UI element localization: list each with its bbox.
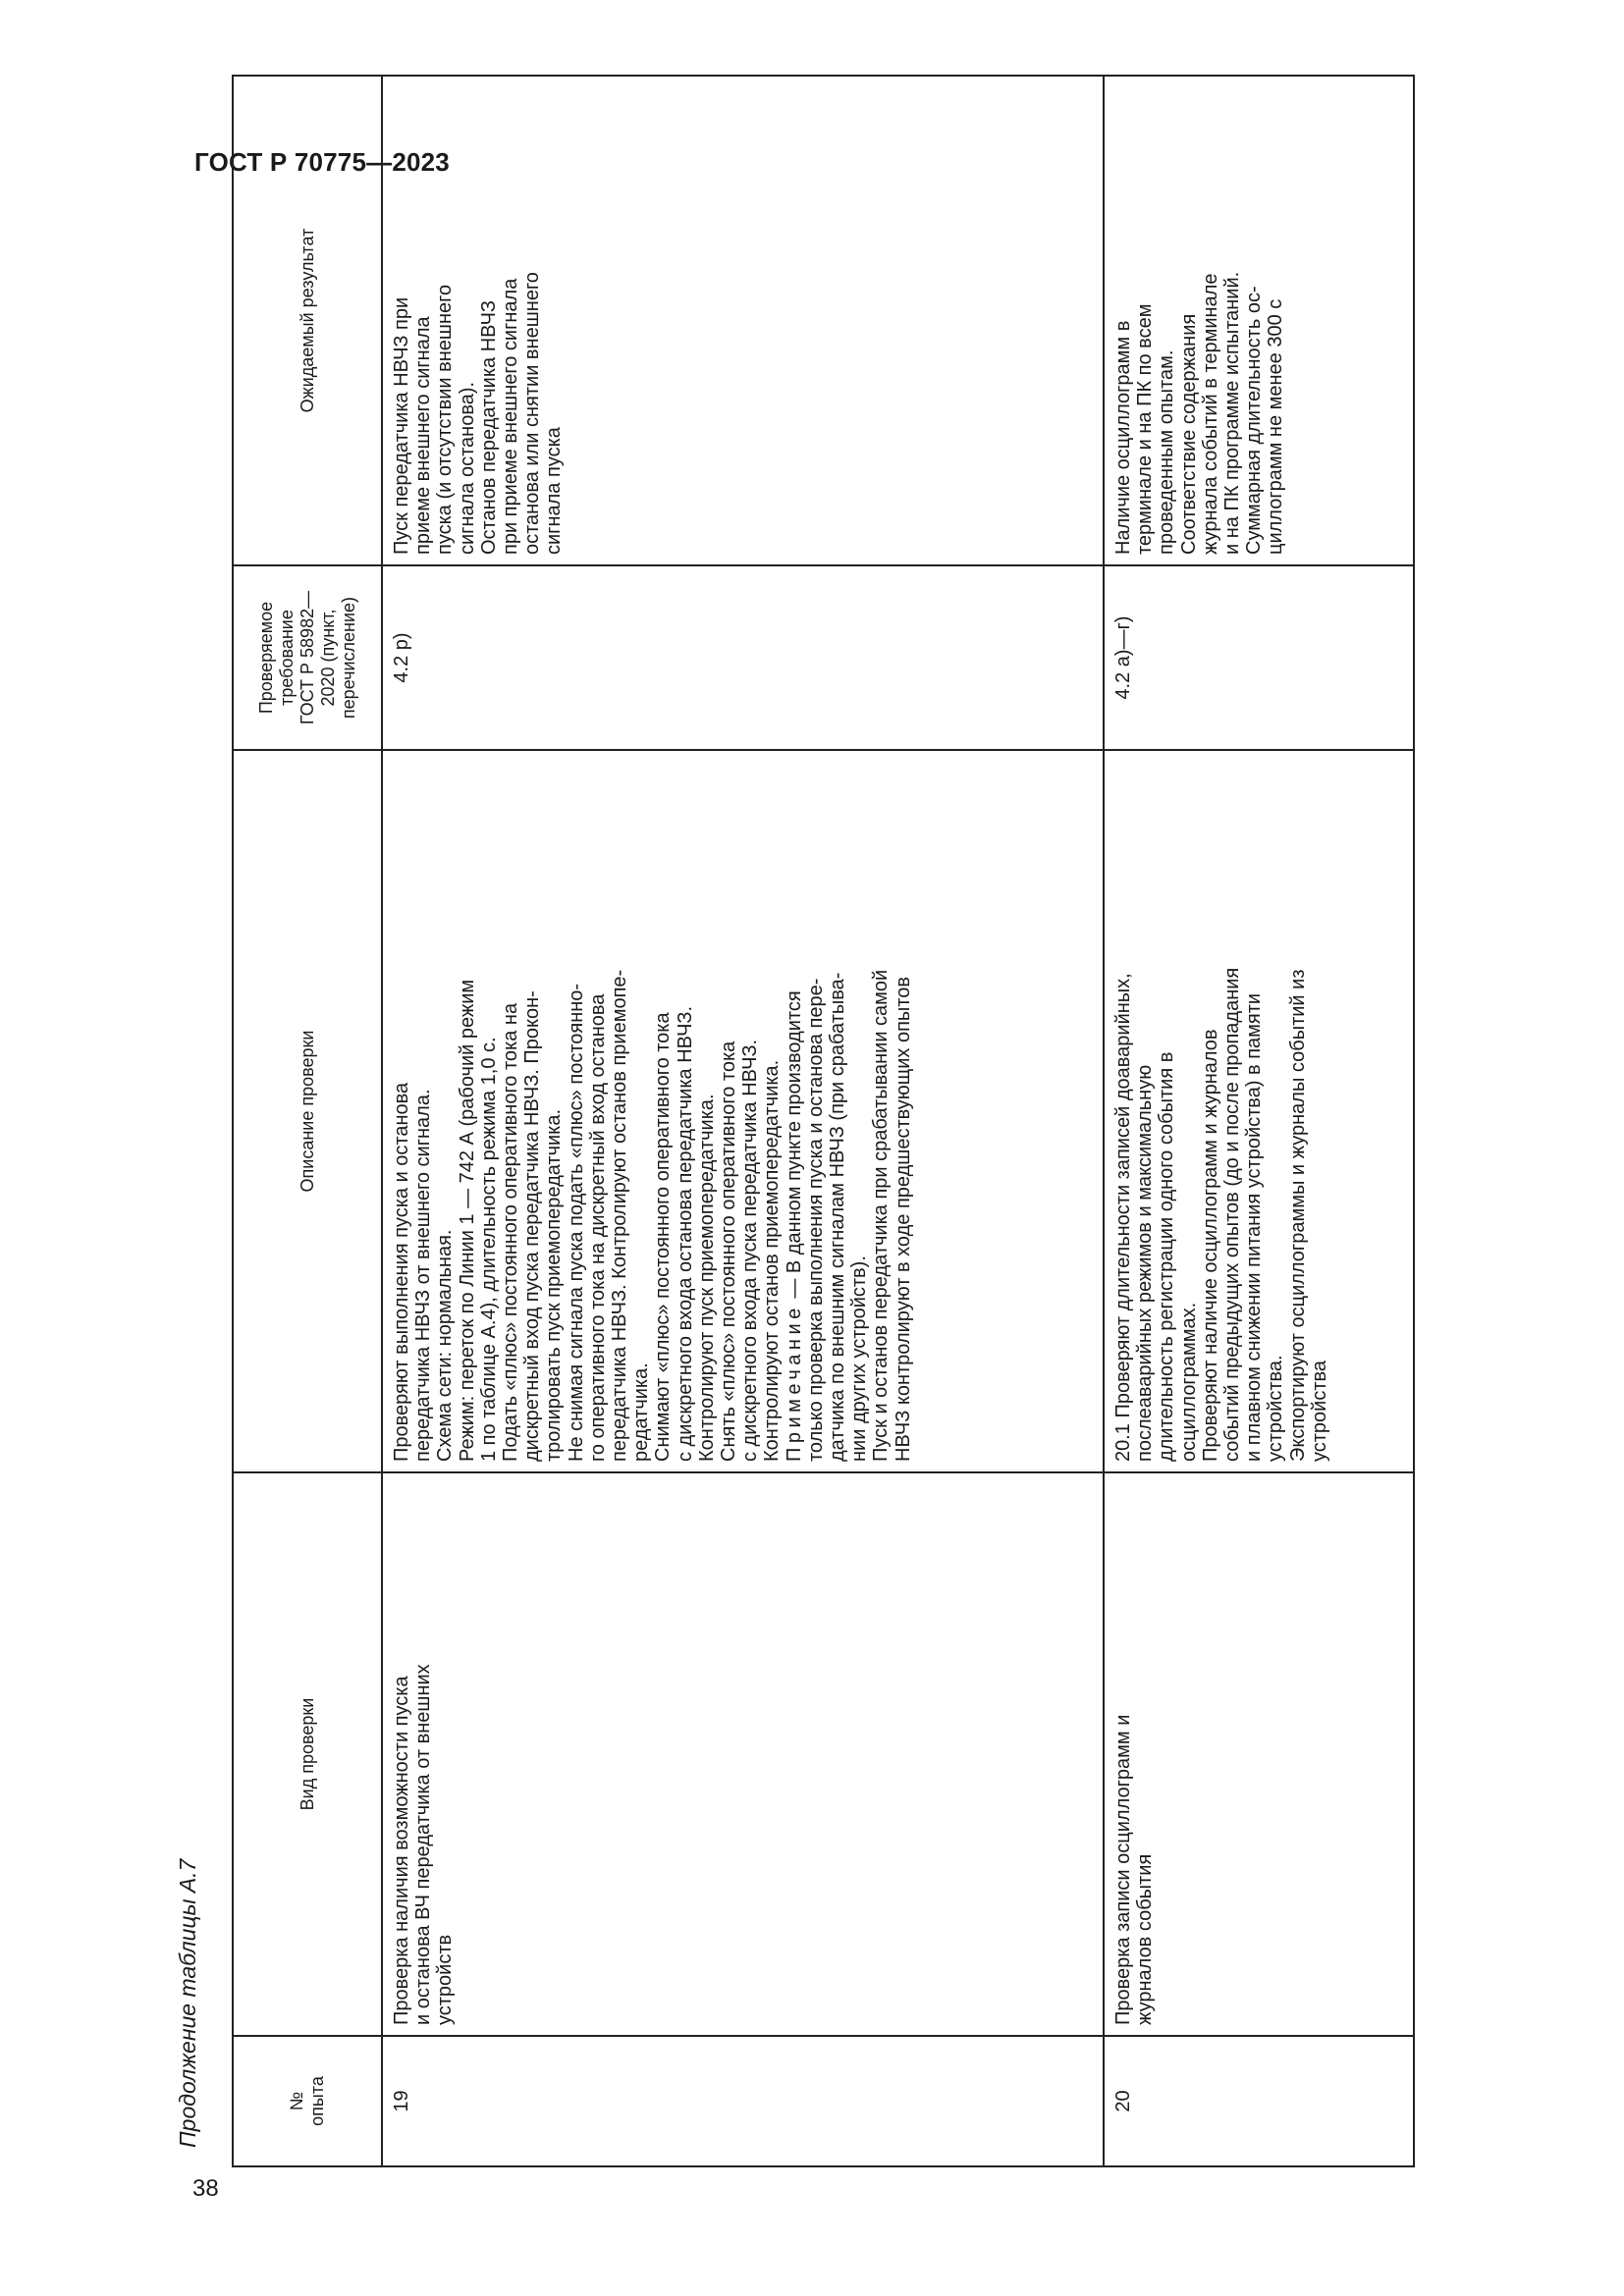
note-label: Примечание: [783, 1304, 805, 1462]
rotated-table-block: [175, 77, 1407, 2167]
text-line: пуска (и отсутствии внешнего: [434, 284, 457, 555]
text-line: Снимают «плюс» постоянного оперативного тока: [652, 1012, 675, 1462]
table-header-row: [233, 76, 382, 2166]
text-line: осциллограммах.: [1177, 1302, 1200, 1462]
text-line: нии других устройств).: [848, 1255, 871, 1462]
text-line: Соответствие содержания: [1177, 313, 1200, 555]
cell-checked-requirement: 4.2 р): [382, 565, 1104, 750]
note-text: — В данном пункте производится: [783, 990, 805, 1305]
text-line: го оперативного тока на дискретный вход останова: [586, 993, 609, 1462]
text-line: датчика по внешним сигналам НВЧЗ (при срабатыва-: [827, 972, 849, 1462]
text-line: передатчика НВЧЗ. Контролируют останов приемопе-: [609, 969, 631, 1462]
text-line: Наличие осциллограмм в: [1112, 320, 1134, 555]
text-line: Суммарная длительность ос-: [1243, 286, 1266, 555]
text-line: передатчика НВЧЗ от внешнего сигнала.: [412, 1089, 435, 1462]
note-line: [784, 761, 805, 1462]
header-check-description: Описание проверки: [233, 750, 382, 1472]
cell-check-description: [1104, 750, 1414, 1472]
text-line: Экспортируют осциллограммы и журналы событий из: [1286, 969, 1309, 1462]
text-line: только проверка выполнения пуска и останова пере-: [804, 978, 827, 1462]
header-num-line: №: [287, 2091, 306, 2111]
header-expected-result: Ожидаемый результат: [233, 76, 382, 565]
cell-check-type: [1104, 1472, 1414, 2036]
text-line: Проверка записи осциллограмм и: [1112, 1714, 1134, 2025]
table-caption: Продолжение таблицы А.7: [175, 1858, 200, 2148]
text-line: 1 по таблице А.4), длительность режима 1,0 с.: [477, 1037, 500, 1462]
header-req-line: Проверяемое: [255, 601, 276, 715]
text-line: при приеме внешнего сигнала: [500, 278, 522, 555]
header-req-line: перечисление): [338, 596, 358, 720]
header-req-line: 2020 (пункт,: [317, 609, 338, 707]
text-line: журналов события: [1134, 1853, 1157, 2025]
text-line: Пуск и останов передатчика при срабатывании самой: [870, 969, 893, 1462]
text-line: с дискретного входа пуска передатчика НВЧЗ.: [739, 1039, 762, 1462]
table-row: [382, 76, 1104, 2166]
text-line: с дискретного входа останова передатчика НВЧЗ.: [674, 1005, 696, 1462]
header-num-line: опыта: [307, 2076, 327, 2126]
checks-table: [232, 75, 1415, 2167]
header-checked-requirement: [233, 565, 382, 750]
text-line: Режим: переток по Линии 1 — 742 А (рабочий режим: [456, 979, 478, 1462]
cell-experiment-number: 19: [382, 2036, 1104, 2166]
text-line: редатчика.: [630, 1362, 653, 1462]
text-line: событий предыдущих опытов (до и после пропадания: [1221, 967, 1244, 1462]
text-line: Не снимая сигнала пуска подать «плюс» постоянно-: [565, 983, 587, 1462]
text-line: устройств: [434, 1934, 457, 2025]
cell-check-description: [382, 750, 1104, 1472]
text-line: Схема сети: нормальная.: [434, 1229, 457, 1462]
text-line: послеаварийных режимов и максимальную: [1134, 1064, 1157, 1462]
text-line: дискретный вход пуска передатчика НВЧЗ. Прокон-: [521, 990, 544, 1462]
text-line: длительность регистрации одного события в: [1156, 1051, 1178, 1462]
text-line: тролировать пуск приемопередатчика.: [543, 1108, 566, 1462]
cell-checked-requirement: 4.2 а)—г): [1104, 565, 1414, 750]
text-line: Пуск передатчика НВЧЗ при: [391, 296, 412, 555]
text-line: Проверяют выполнения пуска и останова: [391, 1082, 412, 1462]
cell-experiment-number: 20: [1104, 2036, 1414, 2166]
text-line: останова или снятии внешнего: [521, 272, 544, 555]
header-req-line: ГОСТ Р 58982—: [297, 590, 317, 725]
text-line: Контролируют останов приемопередатчика.: [761, 1059, 784, 1462]
page-number: 38: [192, 2175, 219, 2202]
cell-expected-result: [1104, 76, 1414, 565]
text-line: и плавном снижении питания устройства) в памяти: [1243, 992, 1266, 1462]
header-req-line: требование: [276, 610, 297, 706]
document-code: ГОСТ Р 70775—2023: [194, 147, 450, 177]
text-line: НВЧЗ контролируют в ходе предшествующих опытов: [892, 977, 914, 1462]
header-check-type: Вид проверки: [233, 1472, 382, 2036]
text-line: сигнала останова).: [456, 381, 478, 555]
text-line: терминале и на ПК по всем: [1134, 303, 1157, 555]
text-line: проведенным опытам.: [1156, 349, 1178, 555]
text-line: циллограмм не менее 300 с: [1265, 298, 1287, 555]
text-line: Проверка наличия возможности пуска: [391, 1676, 412, 2025]
text-line: и останова ВЧ передатчика от внешних: [412, 1664, 435, 2025]
text-line: Останов передатчика НВЧЗ: [477, 300, 500, 555]
text-line: Контролируют пуск приемопередатчика.: [695, 1094, 718, 1462]
table-row: [1104, 76, 1414, 2166]
cell-check-type: [382, 1472, 1104, 2036]
header-experiment-number: [233, 2036, 382, 2166]
text-line: и на ПК программе испытаний.: [1221, 271, 1244, 555]
text-line: устройства: [1308, 1360, 1330, 1462]
text-line: сигнала пуска: [543, 427, 566, 555]
text-line: журнала событий в терминале: [1199, 273, 1221, 555]
text-line: Снять «плюс» постоянного оперативного тока: [718, 1041, 740, 1462]
text-line: Подать «плюс» постоянного оперативного тока на: [500, 1002, 522, 1462]
text-line: 20.1 Проверяют длительности записей доаварийных,: [1112, 973, 1134, 1462]
text-line: устройства.: [1265, 1355, 1287, 1462]
text-line: приеме внешнего сигнала: [412, 316, 435, 555]
text-line: Проверяют наличие осциллограмм и журналов: [1199, 1029, 1221, 1462]
cell-expected-result: [382, 76, 1104, 565]
